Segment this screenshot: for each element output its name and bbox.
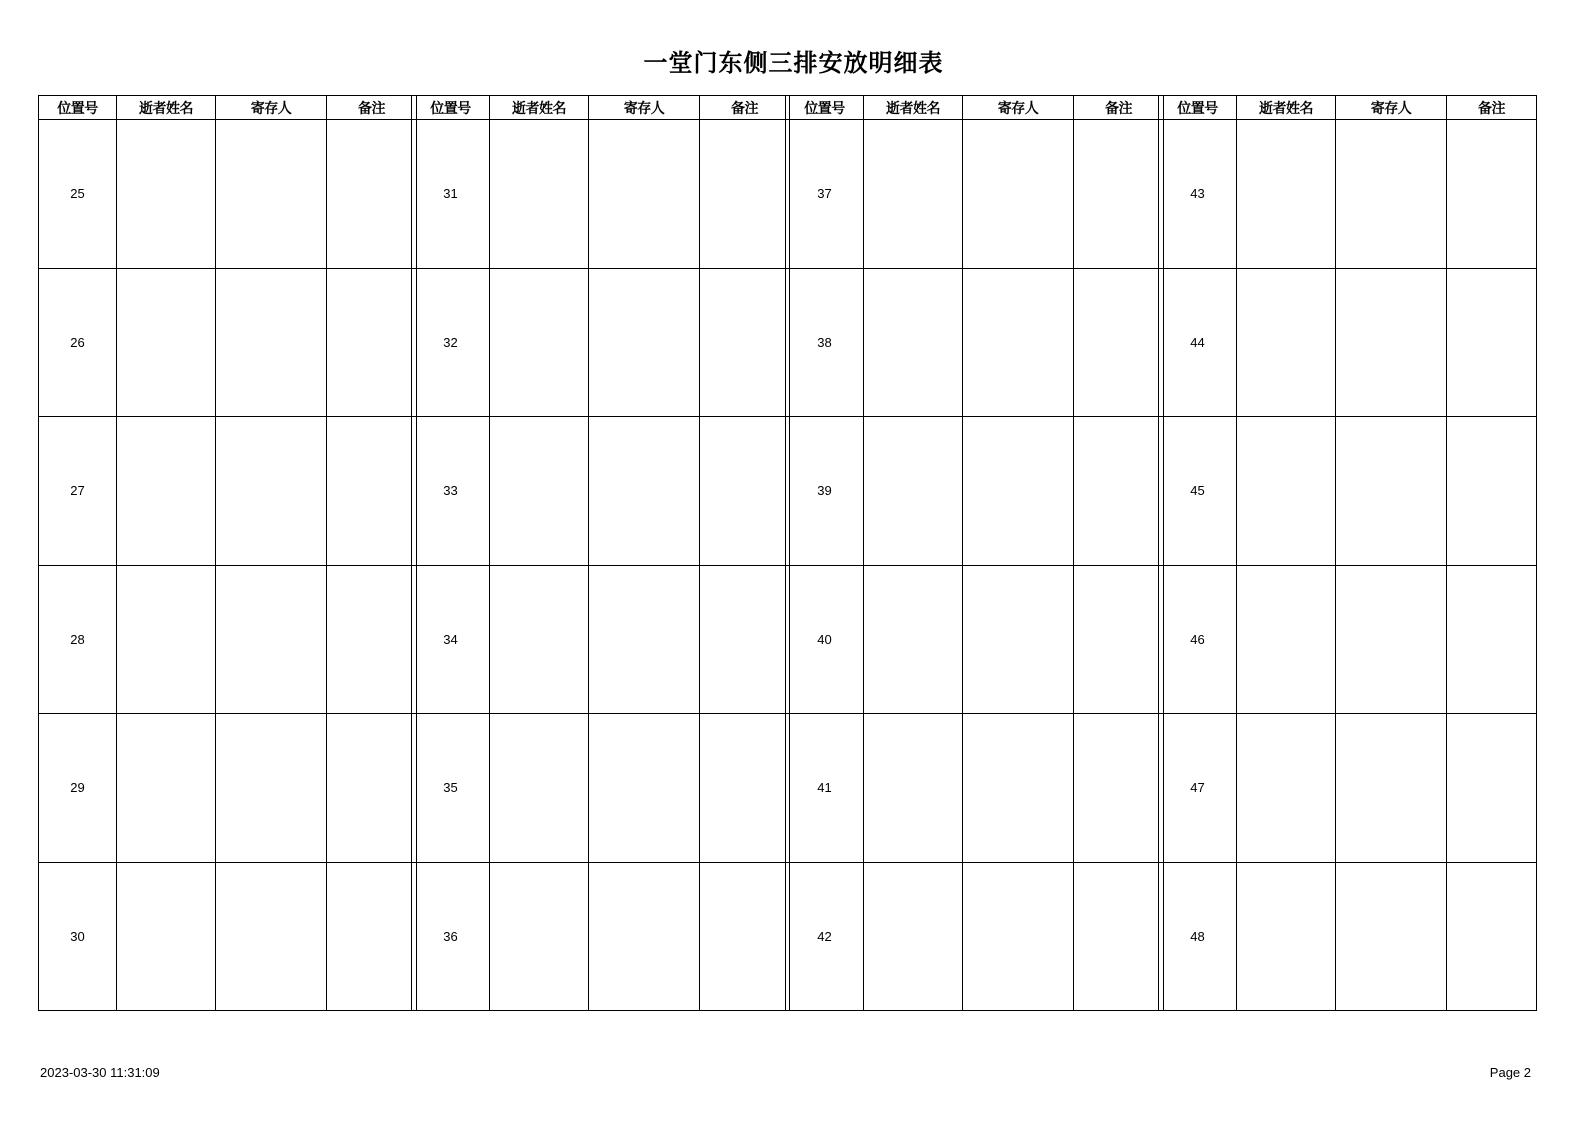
header-deceased-name: 逝者姓名 [1237, 96, 1336, 120]
table-row [412, 268, 790, 417]
depositor-cell [963, 714, 1074, 863]
table-row [39, 565, 417, 714]
remarks-cell [1074, 714, 1164, 863]
table-header-row [1159, 96, 1537, 120]
header-remarks: 备注 [1447, 96, 1537, 120]
depositor-cell [216, 268, 327, 417]
depositor-cell [216, 862, 327, 1011]
deceased-name-cell [117, 417, 216, 566]
remarks-cell [1447, 268, 1537, 417]
depositor-cell [589, 417, 700, 566]
table-row [39, 862, 417, 1011]
remarks-cell [327, 565, 417, 714]
depositor-cell [216, 565, 327, 714]
deceased-name-cell [864, 417, 963, 566]
header-position: 位置号 [786, 96, 864, 120]
remarks-cell [1447, 417, 1537, 566]
position-cell: 42 [786, 862, 864, 1011]
header-remarks: 备注 [700, 96, 790, 120]
position-cell: 46 [1159, 565, 1237, 714]
table-row [39, 120, 417, 269]
remarks-cell [1074, 120, 1164, 269]
depositor-cell [963, 565, 1074, 714]
deceased-name-cell [864, 268, 963, 417]
position-cell: 48 [1159, 862, 1237, 1011]
remarks-cell [1074, 862, 1164, 1011]
position-cell: 40 [786, 565, 864, 714]
table-row [39, 268, 417, 417]
placement-table [1158, 95, 1537, 1011]
deceased-name-cell [1237, 268, 1336, 417]
header-depositor: 寄存人 [1336, 96, 1447, 120]
deceased-name-cell [117, 268, 216, 417]
deceased-name-cell [864, 862, 963, 1011]
position-cell: 36 [412, 862, 490, 1011]
depositor-cell [216, 120, 327, 269]
remarks-cell [327, 862, 417, 1011]
position-cell: 28 [39, 565, 117, 714]
deceased-name-cell [1237, 565, 1336, 714]
header-depositor: 寄存人 [963, 96, 1074, 120]
placement-table-group [38, 95, 1556, 1011]
deceased-name-cell [864, 565, 963, 714]
remarks-cell [700, 862, 790, 1011]
table-row [786, 565, 1164, 714]
deceased-name-cell [117, 714, 216, 863]
position-cell: 30 [39, 862, 117, 1011]
position-cell: 43 [1159, 120, 1237, 269]
table-row [786, 417, 1164, 566]
table-row [412, 565, 790, 714]
depositor-cell [1336, 120, 1447, 269]
remarks-cell [327, 714, 417, 863]
header-position: 位置号 [412, 96, 490, 120]
depositor-cell [1336, 268, 1447, 417]
position-cell: 45 [1159, 417, 1237, 566]
depositor-cell [963, 268, 1074, 417]
table-header-row [39, 96, 417, 120]
page-title: 一堂门东侧三排安放明细表 [643, 48, 944, 77]
deceased-name-cell [117, 120, 216, 269]
print-timestamp: 2023-03-30 11:31:09 [40, 1065, 160, 1080]
deceased-name-cell [1237, 714, 1336, 863]
table-row [1159, 565, 1537, 714]
position-cell: 35 [412, 714, 490, 863]
deceased-name-cell [490, 714, 589, 863]
table-row [786, 120, 1164, 269]
table-row [412, 862, 790, 1011]
header-position: 位置号 [39, 96, 117, 120]
remarks-cell [327, 417, 417, 566]
depositor-cell [963, 862, 1074, 1011]
depositor-cell [589, 565, 700, 714]
position-cell: 27 [39, 417, 117, 566]
depositor-cell [589, 862, 700, 1011]
position-cell: 26 [39, 268, 117, 417]
depositor-cell [589, 120, 700, 269]
position-cell: 32 [412, 268, 490, 417]
position-cell: 47 [1159, 714, 1237, 863]
deceased-name-cell [864, 120, 963, 269]
deceased-name-cell [490, 120, 589, 269]
placement-table [785, 95, 1164, 1011]
position-cell: 25 [39, 120, 117, 269]
depositor-cell [589, 714, 700, 863]
deceased-name-cell [490, 417, 589, 566]
header-deceased-name: 逝者姓名 [864, 96, 963, 120]
placement-table [411, 95, 790, 1011]
depositor-cell [1336, 714, 1447, 863]
remarks-cell [327, 120, 417, 269]
table-row [412, 120, 790, 269]
position-cell: 39 [786, 417, 864, 566]
table-row [1159, 417, 1537, 566]
remarks-cell [700, 120, 790, 269]
table-row [1159, 120, 1537, 269]
remarks-cell [1447, 120, 1537, 269]
deceased-name-cell [1237, 120, 1336, 269]
header-deceased-name: 逝者姓名 [117, 96, 216, 120]
position-cell: 29 [39, 714, 117, 863]
deceased-name-cell [117, 862, 216, 1011]
table-row [1159, 714, 1537, 863]
header-position: 位置号 [1159, 96, 1237, 120]
table-row [786, 862, 1164, 1011]
table-row [412, 714, 790, 863]
remarks-cell [1447, 565, 1537, 714]
depositor-cell [589, 268, 700, 417]
header-depositor: 寄存人 [589, 96, 700, 120]
depositor-cell [963, 417, 1074, 566]
remarks-cell [1447, 862, 1537, 1011]
position-cell: 31 [412, 120, 490, 269]
placement-table [38, 95, 417, 1011]
remarks-cell [700, 714, 790, 863]
position-cell: 41 [786, 714, 864, 863]
deceased-name-cell [490, 268, 589, 417]
deceased-name-cell [864, 714, 963, 863]
remarks-cell [700, 565, 790, 714]
depositor-cell [216, 714, 327, 863]
depositor-cell [1336, 565, 1447, 714]
position-cell: 33 [412, 417, 490, 566]
depositor-cell [963, 120, 1074, 269]
remarks-cell [1074, 565, 1164, 714]
table-header-row [786, 96, 1164, 120]
deceased-name-cell [1237, 417, 1336, 566]
remarks-cell [327, 268, 417, 417]
header-remarks: 备注 [1074, 96, 1164, 120]
deceased-name-cell [490, 565, 589, 714]
remarks-cell [1447, 714, 1537, 863]
remarks-cell [1074, 268, 1164, 417]
remarks-cell [700, 268, 790, 417]
table-row [786, 268, 1164, 417]
deceased-name-cell [117, 565, 216, 714]
page-number: Page 2 [1489, 1065, 1531, 1080]
depositor-cell [1336, 417, 1447, 566]
position-cell: 34 [412, 565, 490, 714]
position-cell: 44 [1159, 268, 1237, 417]
position-cell: 38 [786, 268, 864, 417]
table-row [786, 714, 1164, 863]
table-row [39, 714, 417, 863]
depositor-cell [216, 417, 327, 566]
header-deceased-name: 逝者姓名 [490, 96, 589, 120]
table-row [39, 417, 417, 566]
table-header-row [412, 96, 790, 120]
table-row [412, 417, 790, 566]
deceased-name-cell [490, 862, 589, 1011]
remarks-cell [1074, 417, 1164, 566]
remarks-cell [700, 417, 790, 566]
depositor-cell [1336, 862, 1447, 1011]
header-depositor: 寄存人 [216, 96, 327, 120]
position-cell: 37 [786, 120, 864, 269]
deceased-name-cell [1237, 862, 1336, 1011]
header-remarks: 备注 [327, 96, 417, 120]
table-row [1159, 862, 1537, 1011]
table-row [1159, 268, 1537, 417]
